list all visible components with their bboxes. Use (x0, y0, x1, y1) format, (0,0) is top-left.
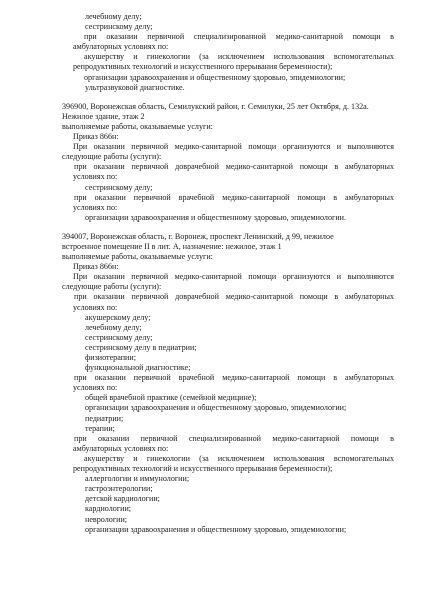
text-line: сестринскому делу; (85, 22, 153, 32)
text-line: при оказании первичной доврачебной медико-санитарной помощи в амбулаторных (74, 162, 394, 172)
text-line: 394007, Воронежская область, г. Воронеж, проспект Ленинский, д 99, нежилое (62, 231, 334, 241)
text-line: организации здравоохранения и общественному здоровью, эпидемиологии; (85, 524, 347, 534)
text-line: детской кардиологии; (85, 494, 160, 504)
text-line: следующие работы (услуги): (62, 152, 162, 162)
text-line: при оказании первичной специализированной медико-санитарной помощи в (84, 32, 394, 42)
text-line: лечебному делу; (85, 12, 142, 21)
text-line: педиатрии; (85, 413, 124, 423)
text-line: сестринскому делу; (85, 332, 153, 342)
text-line: функциональной диагностике; (85, 363, 191, 373)
text-line: При оказании первичной медико-санитарной помощи организуются и выполняются (73, 142, 394, 152)
text-line: Приказ 866н: (73, 262, 119, 272)
text-line: физиотерапии; (85, 353, 136, 362)
text-line: репродуктивных технологий и искусственного прерывания беременности); (73, 464, 333, 474)
text-line: условиях по: (73, 172, 118, 182)
document-body (62, 12, 394, 535)
text-line: следующие работы (услуги): (62, 282, 162, 292)
text-line: терапии; (85, 423, 115, 433)
text-line: общей врачебной практике (семейной медицине); (85, 393, 257, 403)
text-line: выполняемые работы, оказываемые услуги: (62, 121, 213, 131)
text-line: акушерскому делу; (85, 312, 151, 322)
text-line: лечебному делу; (85, 322, 142, 332)
text-line: амбулаторных условиях по: (73, 42, 169, 52)
text-line: сестринскому делу; (85, 182, 153, 192)
text-line: аллергологии и иммунологии; (85, 474, 190, 484)
text-line: кардиологии; (85, 504, 132, 514)
text-line: При оказании первичной медико-санитарной помощи организуются и выполняются (73, 272, 394, 282)
text-line: условиях по: (73, 302, 118, 312)
text-line: Нежилое здание, этаж 2 (62, 111, 145, 121)
paragraph-gap (62, 223, 394, 232)
text-line: при оказании первичной врачебной медико-санитарной помощи в амбулаторных (74, 192, 394, 202)
text-line: амбулаторных условиях по: (73, 443, 169, 453)
text-line: при оказании первичной доврачебной медико-санитарной помощи в амбулаторных (74, 292, 394, 302)
text-line: неврологии; (85, 514, 128, 524)
text-line: при оказании первичной врачебной медико-санитарной помощи в амбулаторных (74, 373, 394, 383)
text-line: Приказ 866н: (73, 132, 119, 142)
text-line: 396900, Воронежская область, Семилукский район, г. Семилуки, 25 лет Октября, д. 132а. (62, 101, 369, 111)
text-line: репродуктивных технологий и искусственного прерывания беременности); (73, 62, 333, 72)
text-line: выполняемые работы, оказываемые услуги: (62, 252, 213, 262)
text-line: организации здравоохранения и общественному здоровью, эпидемиологии. (85, 212, 346, 222)
text-line: акушерству и гинекологии (за исключением использования вспомогательных (84, 52, 394, 62)
text-line: организации здравоохранения и общественному здоровью, эпидемиологии; (84, 72, 346, 82)
text-line: акушерству и гинекологии (за исключением использования вспомогательных (84, 453, 394, 463)
text-line: встроенное помещение II в лит. А, назначение: нежилое, этаж 1 (62, 241, 282, 251)
text-line: условиях по: (73, 202, 118, 212)
paragraph-gap (62, 93, 394, 102)
text-line: организации здравоохранения и общественному здоровью, эпидемиологии; (85, 403, 347, 413)
text-line: при оказании первичной специализированной медико-санитарной помощи в (74, 433, 394, 443)
text-line: сестринскому делу в педиатрии; (85, 342, 197, 352)
text-line: гастроэнтерологии; (85, 484, 153, 494)
text-line: ультразвуковой диагностике. (85, 82, 185, 92)
text-line: условиях по: (73, 383, 118, 393)
